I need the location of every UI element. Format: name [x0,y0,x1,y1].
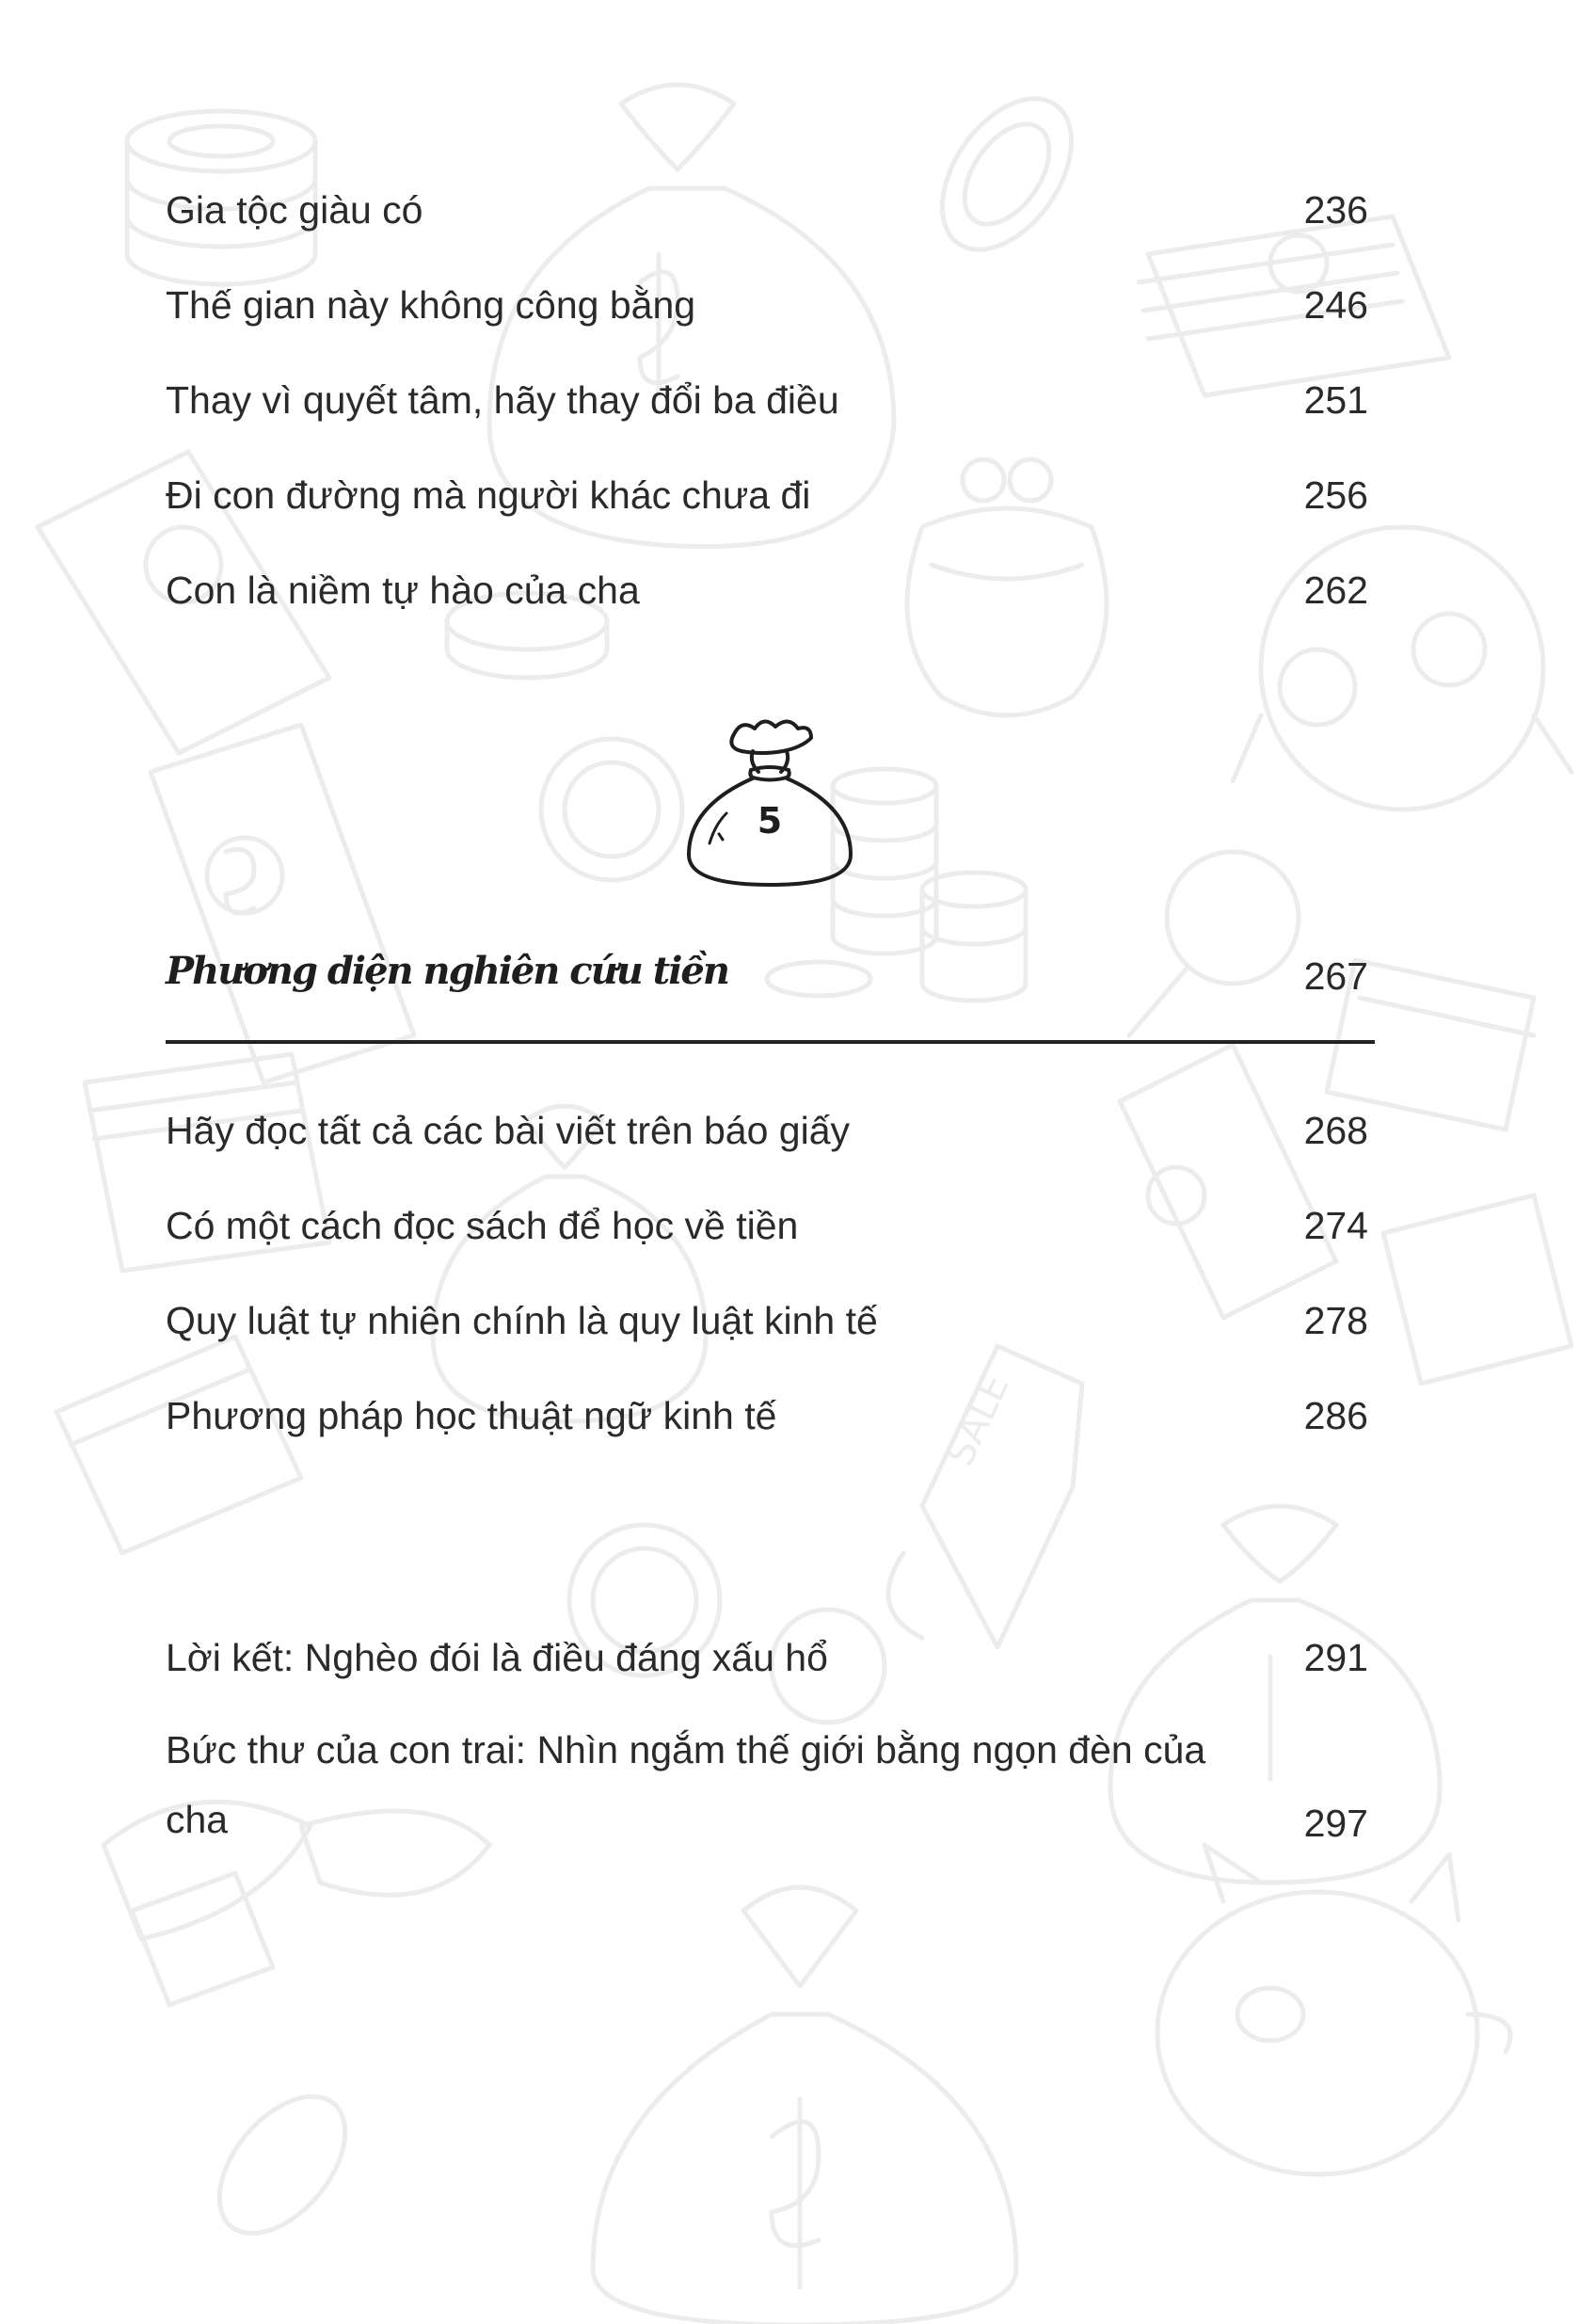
toc-entry-title: Gia tộc giàu có [166,188,423,232]
toc-entry[interactable] [166,1377,1368,1452]
toc-entry[interactable] [166,361,1368,437]
toc-entry[interactable] [166,1092,1368,1167]
toc-entry[interactable] [166,266,1368,342]
chapter-heading[interactable] [166,941,1368,1007]
toc-entry[interactable] [166,457,1368,532]
toc-entry-page: 274 [1303,1204,1368,1247]
toc-entry-title: Lời kết: Nghèo đói là điều đáng xấu hổ [166,1636,828,1679]
toc-entry-title: Đi con đường mà người khác chưa đi [166,473,811,517]
toc-entry[interactable] [166,1282,1368,1357]
toc-entry-title: Hãy đọc tất cả các bài viết trên báo giấy [166,1109,851,1152]
toc-entry-title: Thay vì quyết tâm, hãy thay đổi ba điều [166,378,839,422]
toc-entry-title: Quy luật tự nhiên chính là quy luật kinh tế [166,1299,878,1342]
toc-entry-title: Phương pháp học thuật ngữ kinh tế [166,1394,777,1437]
toc-entry-page: 262 [1303,569,1368,612]
toc-entry-title: Con là niềm tự hào của cha [166,569,640,612]
toc-entry-page: 291 [1303,1636,1368,1679]
toc-entry[interactable] [166,171,1368,247]
toc-entry-page: 256 [1303,473,1368,517]
toc-entry[interactable] [166,552,1368,627]
toc-entry-page: 297 [1303,1802,1368,1845]
toc-entry-page: 286 [1303,1394,1368,1437]
toc-entry-title: Thế gian này không công bằng [166,283,696,327]
chapter-number: 5 [757,800,783,841]
toc-entry-title: Có một cách đọc sách để học về tiền [166,1204,799,1247]
chapter-divider [166,1040,1375,1044]
toc-entry-page: 251 [1303,378,1368,422]
toc-entry-page: 268 [1303,1109,1368,1152]
svg-text:SALE: SALE [938,1368,1018,1473]
toc-entry-page: 236 [1303,188,1368,232]
toc-entry-page: 278 [1303,1299,1368,1342]
chapter-number-badge [685,713,854,892]
toc-entry[interactable] [166,1715,1368,1875]
chapter-page: 267 [1303,954,1368,998]
toc-entry-title: Bức thư của con trai: Nhìn ngắm thế giới bằng ngọn đèn của cha [166,1728,1206,1841]
chapter-title: Phương diện nghiên cứu tiền [166,949,728,993]
toc-entry[interactable] [166,1619,1368,1694]
toc-entry-page: 246 [1303,283,1368,327]
toc-entry[interactable] [166,1187,1368,1262]
